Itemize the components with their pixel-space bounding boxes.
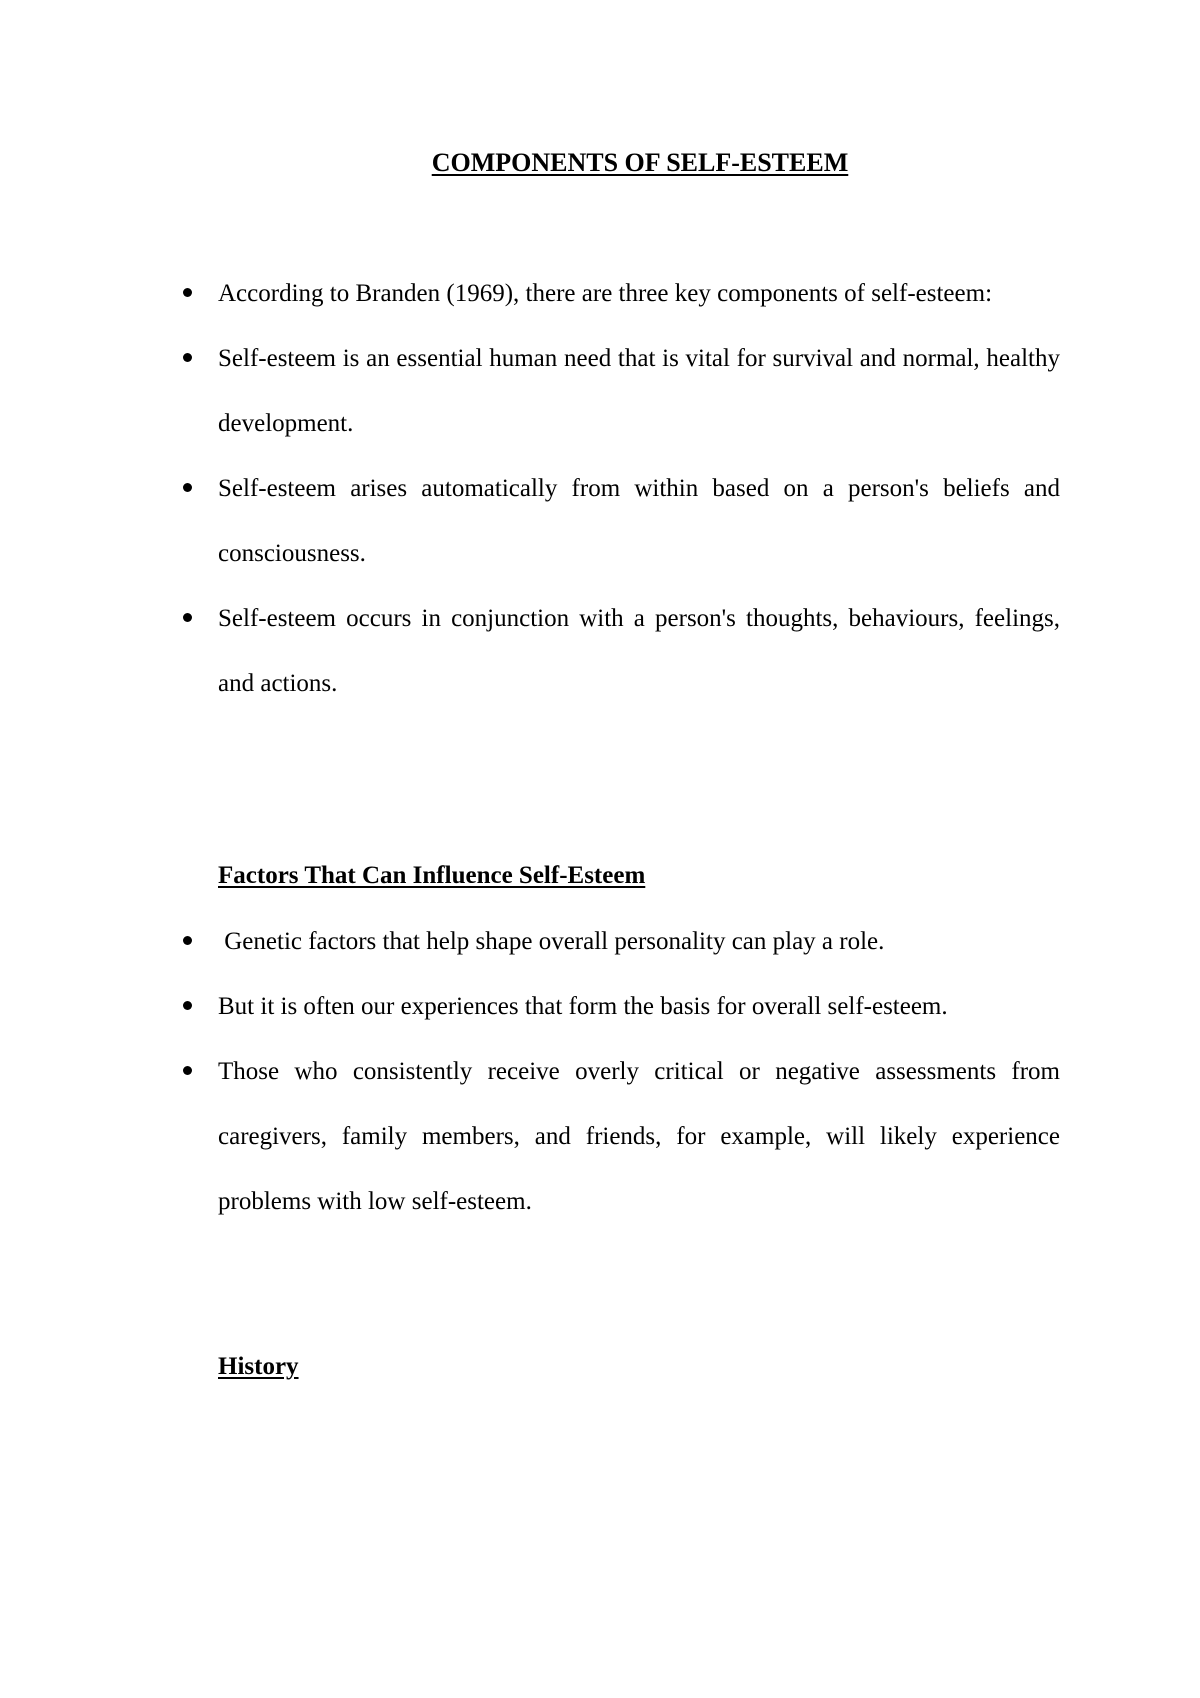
- list-item: [218, 586, 1060, 716]
- factors-heading: Factors That Can Influence Self-Esteem: [218, 862, 646, 889]
- list-item: [218, 261, 1060, 326]
- list-item: [218, 326, 1060, 456]
- bullet-icon: [183, 483, 192, 492]
- list-item: [218, 456, 1060, 586]
- bullet-icon: [183, 353, 192, 362]
- list-item-text: Self-esteem arises automatically from within based on a person's beliefs and consciousness.: [218, 475, 1060, 567]
- history-heading: History: [218, 1353, 299, 1380]
- list-item: [218, 909, 1060, 974]
- list-item-text: Genetic factors that help shape overall personality can play a role.: [218, 928, 885, 955]
- page-title: COMPONENTS OF SELF-ESTEEM: [431, 148, 849, 177]
- bullet-icon: [183, 613, 192, 622]
- components-section: [218, 261, 1060, 716]
- components-list: [218, 261, 1060, 716]
- bullet-icon: [183, 1001, 192, 1010]
- list-item-text: Those who consistently receive overly critical or negative assessments from caregivers, family members, and friends, for example, will likely experience problems with low self-esteem.: [218, 1058, 1060, 1215]
- list-item-text: But it is often our experiences that form the basis for overall self-esteem.: [218, 993, 948, 1020]
- list-item: [218, 974, 1060, 1039]
- factors-list: [218, 909, 1060, 1234]
- list-item-text: According to Branden (1969), there are three key components of self-esteem:: [218, 280, 993, 307]
- bullet-icon: [183, 288, 192, 297]
- bullet-icon: [183, 936, 192, 945]
- bullet-icon: [183, 1066, 192, 1075]
- list-item-text: Self-esteem occurs in conjunction with a person's thoughts, behaviours, feelings, and actions.: [218, 605, 1060, 697]
- list-item: [218, 1039, 1060, 1234]
- factors-section: [218, 909, 1060, 1234]
- list-item-text: Self-esteem is an essential human need that is vital for survival and normal, healthy development.: [218, 345, 1060, 437]
